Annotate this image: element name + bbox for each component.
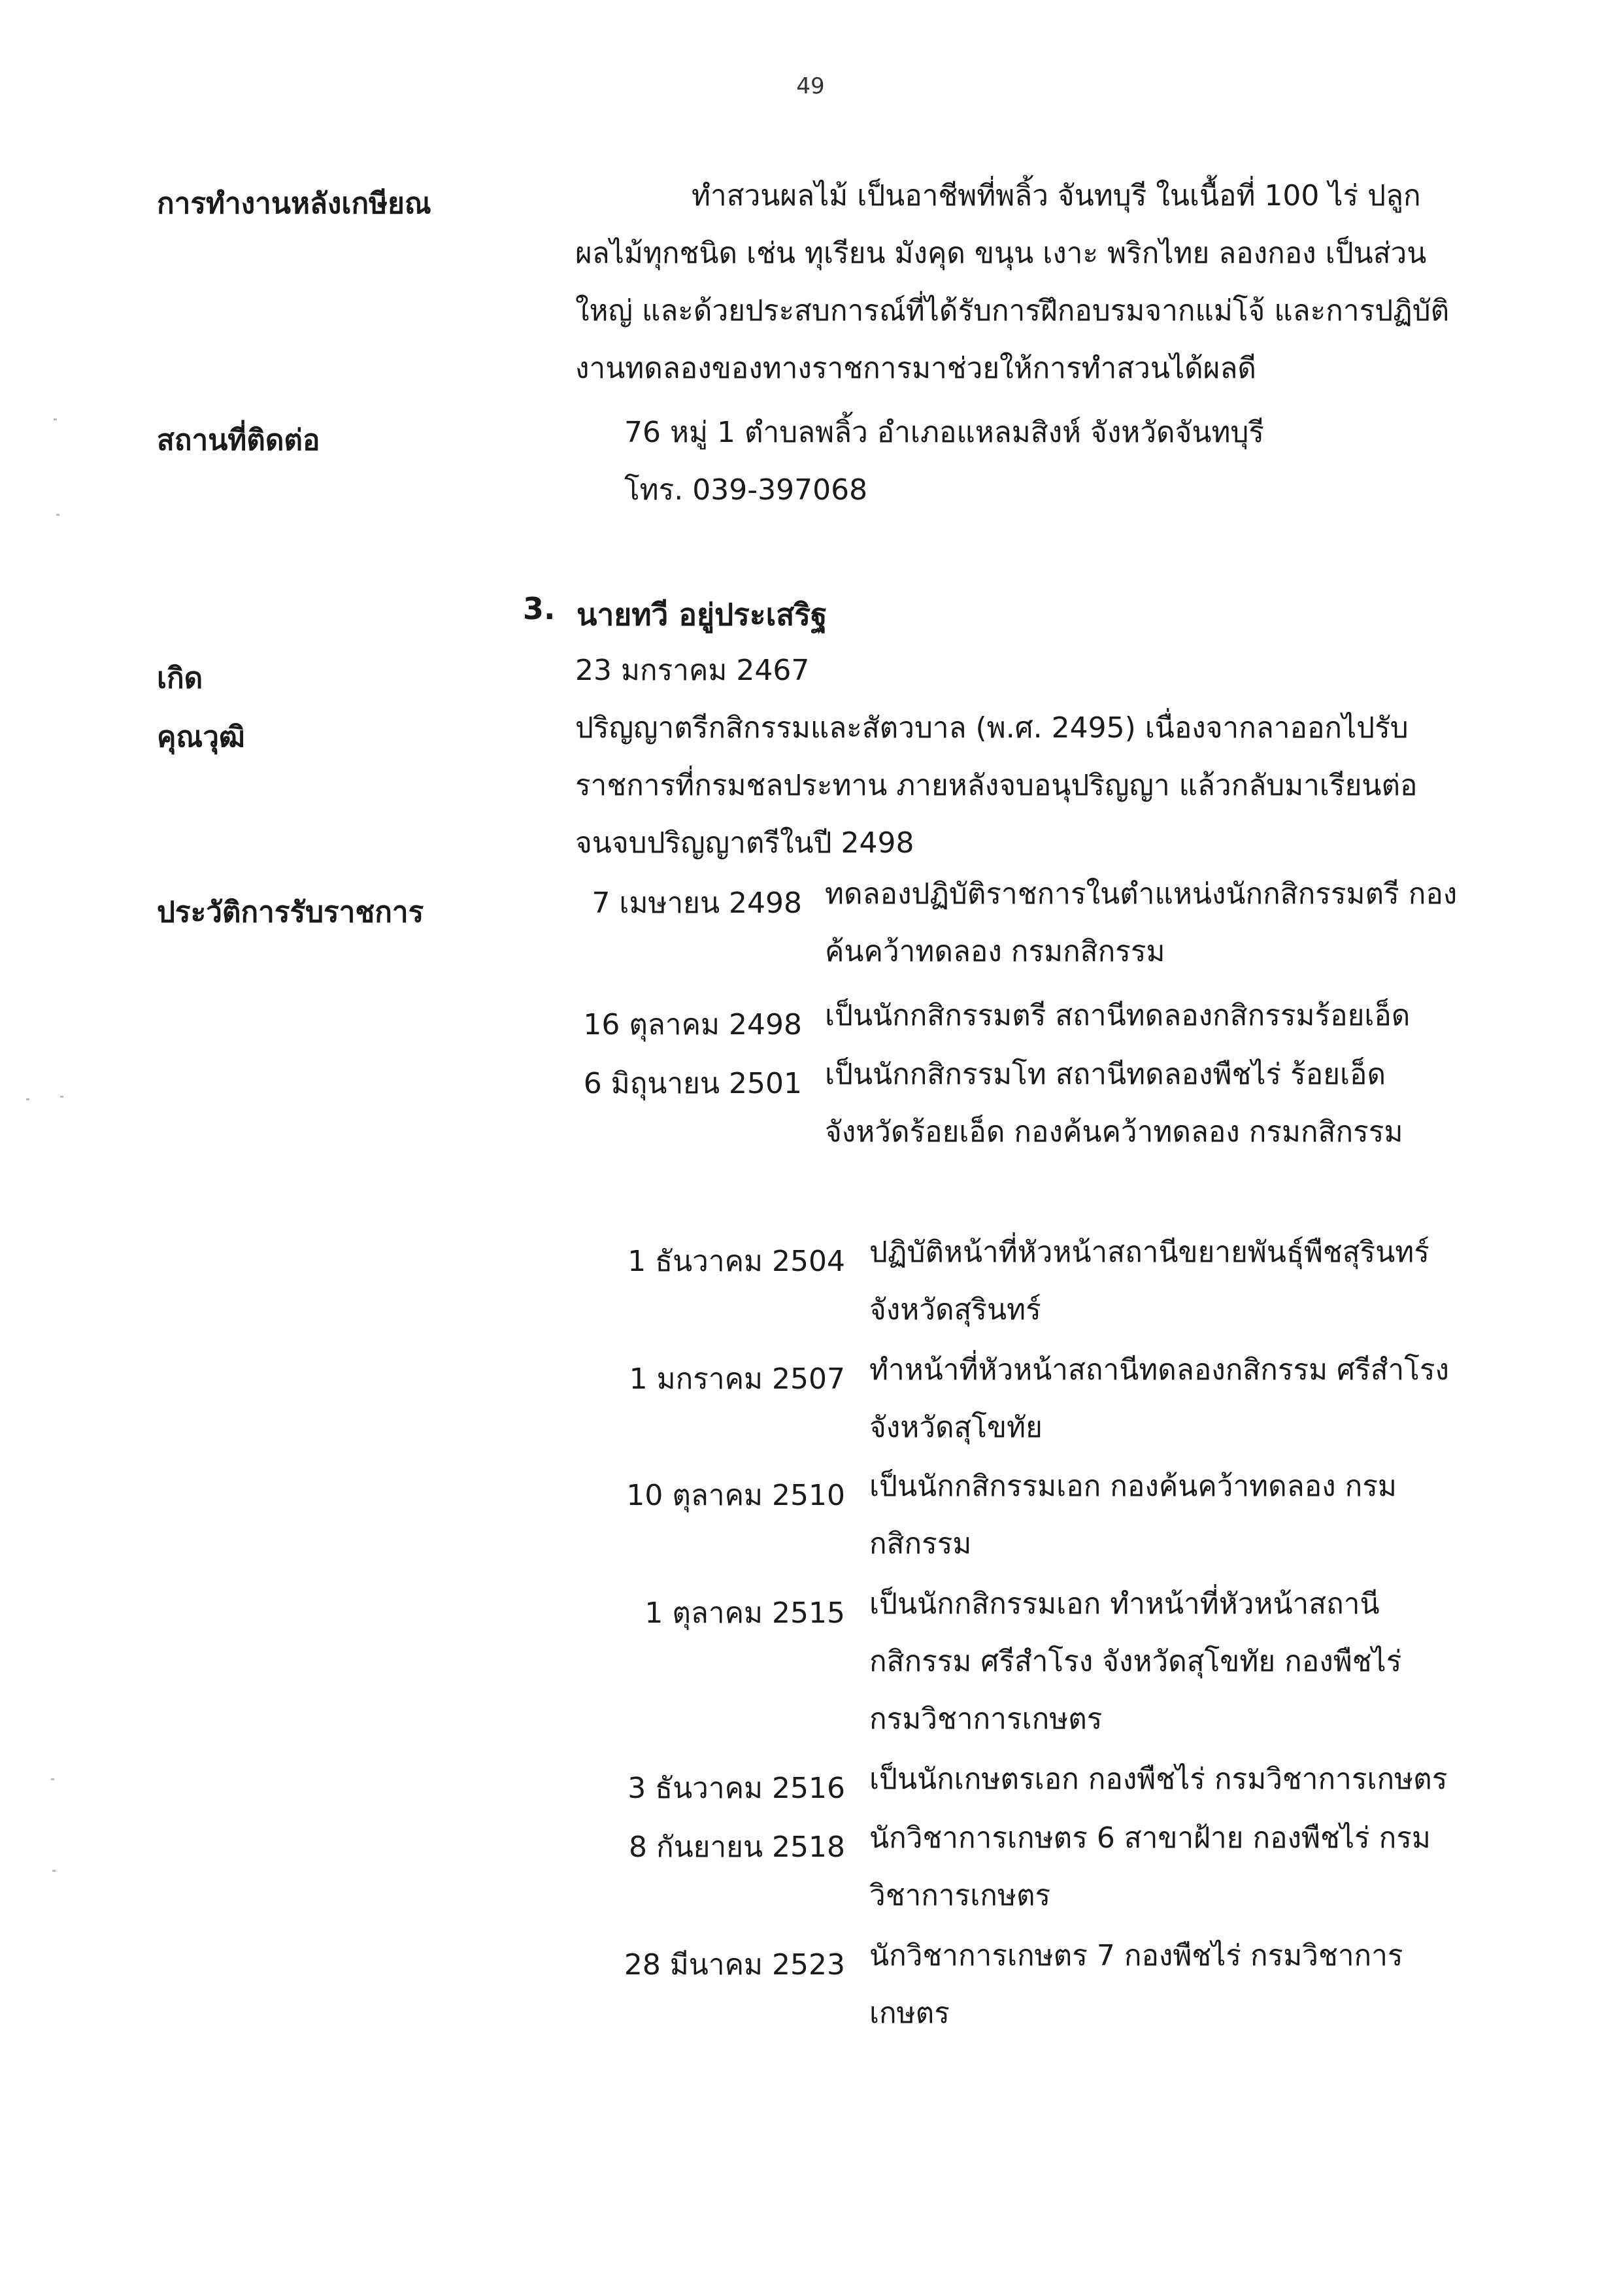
qualification-label: คุณวุฒิ: [157, 720, 245, 754]
scan-speck: [60, 1096, 63, 1098]
career-desc-line: จังหวัดสุโขทัย: [869, 1411, 1043, 1444]
career-desc-line: กรมวิชาการเกษตร: [869, 1702, 1103, 1736]
career-desc-line: เป็นนักกสิกรรมเอก กองค้นคว้าทดลอง กรม: [869, 1470, 1397, 1503]
contact-phone: โทร. 039-397068: [624, 473, 868, 507]
career-desc-line: เป็นนักกสิกรรมเอก ทำหน้าที่หัวหน้าสถานี: [869, 1587, 1380, 1621]
post-retirement-label: การทำงานหลังเกษียณ: [157, 187, 431, 220]
person-name: นายทวี อยู่ประเสริฐ: [577, 597, 827, 632]
contact-address: 76 หมู่ 1 ตำบลพลิ้ว อำเภอแหลมสิงห์ จังหวัดจันทบุรี: [624, 416, 1265, 449]
career-desc-line: กสิกรรม ศรีสำโรง จังหวัดสุโขทัย กองพืชไร่: [869, 1645, 1402, 1678]
career-date: 28 มีนาคม 2523: [624, 1948, 845, 1982]
career-date: 16 ตุลาคม 2498: [583, 1008, 802, 1041]
career-desc-line: จังหวัดร้อยเอ็ด กองค้นคว้าทดลอง กรมกสิกรรม: [825, 1115, 1403, 1149]
career-date: 8 กันยายน 2518: [628, 1831, 845, 1864]
scan-speck: [51, 1778, 54, 1780]
career-date: 1 ธันวาคม 2504: [627, 1245, 845, 1278]
career-desc-line: นักวิชาการเกษตร 6 สาขาฝ้าย กองพืชไร่ กรม: [869, 1821, 1431, 1855]
career-date: 7 เมษายน 2498: [592, 886, 802, 920]
birth-label: เกิด: [157, 662, 203, 695]
career-date: 1 ตุลาคม 2515: [644, 1596, 845, 1630]
birth-value: 23 มกราคม 2467: [575, 654, 810, 687]
career-desc-line: เป็นนักกสิกรรมโท สถานีทดลองพืชไร่ ร้อยเอ็ด: [825, 1058, 1386, 1091]
career-desc-line: ทำหน้าที่หัวหน้าสถานีทดลองกสิกรรม ศรีสำโรง: [869, 1353, 1450, 1387]
qualification-line-1: ปริญญาตรีกสิกรรมและสัตวบาล (พ.ศ. 2495) เนื่องจากลาออกไปรับ: [575, 711, 1409, 745]
career-desc-line: ค้นคว้าทดลอง กรมกสิกรรม: [825, 935, 1165, 968]
career-label: ประวัติการรับราชการ: [157, 896, 424, 929]
career-desc-line: นักวิชาการเกษตร 7 กองพืชไร่ กรมวิชาการ: [869, 1939, 1403, 1972]
career-date: 3 ธันวาคม 2516: [627, 1772, 845, 1805]
scan-speck: [52, 1870, 56, 1872]
career-date: 10 ตุลาคม 2510: [626, 1479, 845, 1512]
page-number: 49: [796, 73, 825, 99]
career-desc-line: เป็นนักกสิกรรมตรี สถานีทดลองกสิกรรมร้อยเอ็ด: [825, 999, 1411, 1032]
career-desc-line: วิชาการเกษตร: [869, 1879, 1051, 1912]
post-retirement-line-2: ผลไม้ทุกชนิด เช่น ทุเรียน มังคุด ขนุน เงาะ พริกไทย ลองกอง เป็นส่วน: [575, 237, 1427, 270]
post-retirement-line-3: ใหญ่ และด้วยประสบการณ์ที่ได้รับการฝึกอบรมจากแม่โจ้ และการปฏิบัติ: [575, 294, 1450, 328]
qualification-line-3: จนจบปริญญาตรีในปี 2498: [575, 826, 914, 860]
contact-label: สถานที่ติดต่อ: [157, 424, 320, 457]
post-retirement-line-4: งานทดลองของทางราชการมาช่วยให้การทำสวนได้ผลดี: [575, 352, 1256, 385]
person-number: 3.: [523, 591, 556, 626]
career-desc-line: เกษตร: [869, 1997, 950, 2030]
post-retirement-line-1: ทำสวนผลไม้ เป็นอาชีพที่พลิ้ว จันทบุรี ในเนื้อที่ 100 ไร่ ปลูก: [692, 179, 1421, 212]
career-desc-line: ทดลองปฏิบัติราชการในตำแหน่งนักกสิกรรมตรี กอง: [825, 877, 1458, 911]
career-date: 1 มกราคม 2507: [629, 1362, 845, 1396]
career-desc-line: จังหวัดสุรินทร์: [869, 1293, 1041, 1326]
scan-speck: [54, 418, 57, 420]
scan-speck: [56, 514, 59, 516]
scan-speck: [26, 1098, 29, 1100]
career-desc-line: เป็นนักเกษตรเอก กองพืชไร่ กรมวิชาการเกษตร: [869, 1763, 1448, 1796]
career-desc-line: ปฏิบัติหน้าที่หัวหน้าสถานีขยายพันธุ์พืชสุรินทร์: [869, 1236, 1429, 1269]
qualification-line-2: ราชการที่กรมชลประทาน ภายหลังจบอนุปริญญา แล้วกลับมาเรียนต่อ: [575, 769, 1418, 802]
career-date: 6 มิถุนายน 2501: [583, 1067, 802, 1100]
career-desc-line: กสิกรรม: [869, 1527, 972, 1561]
